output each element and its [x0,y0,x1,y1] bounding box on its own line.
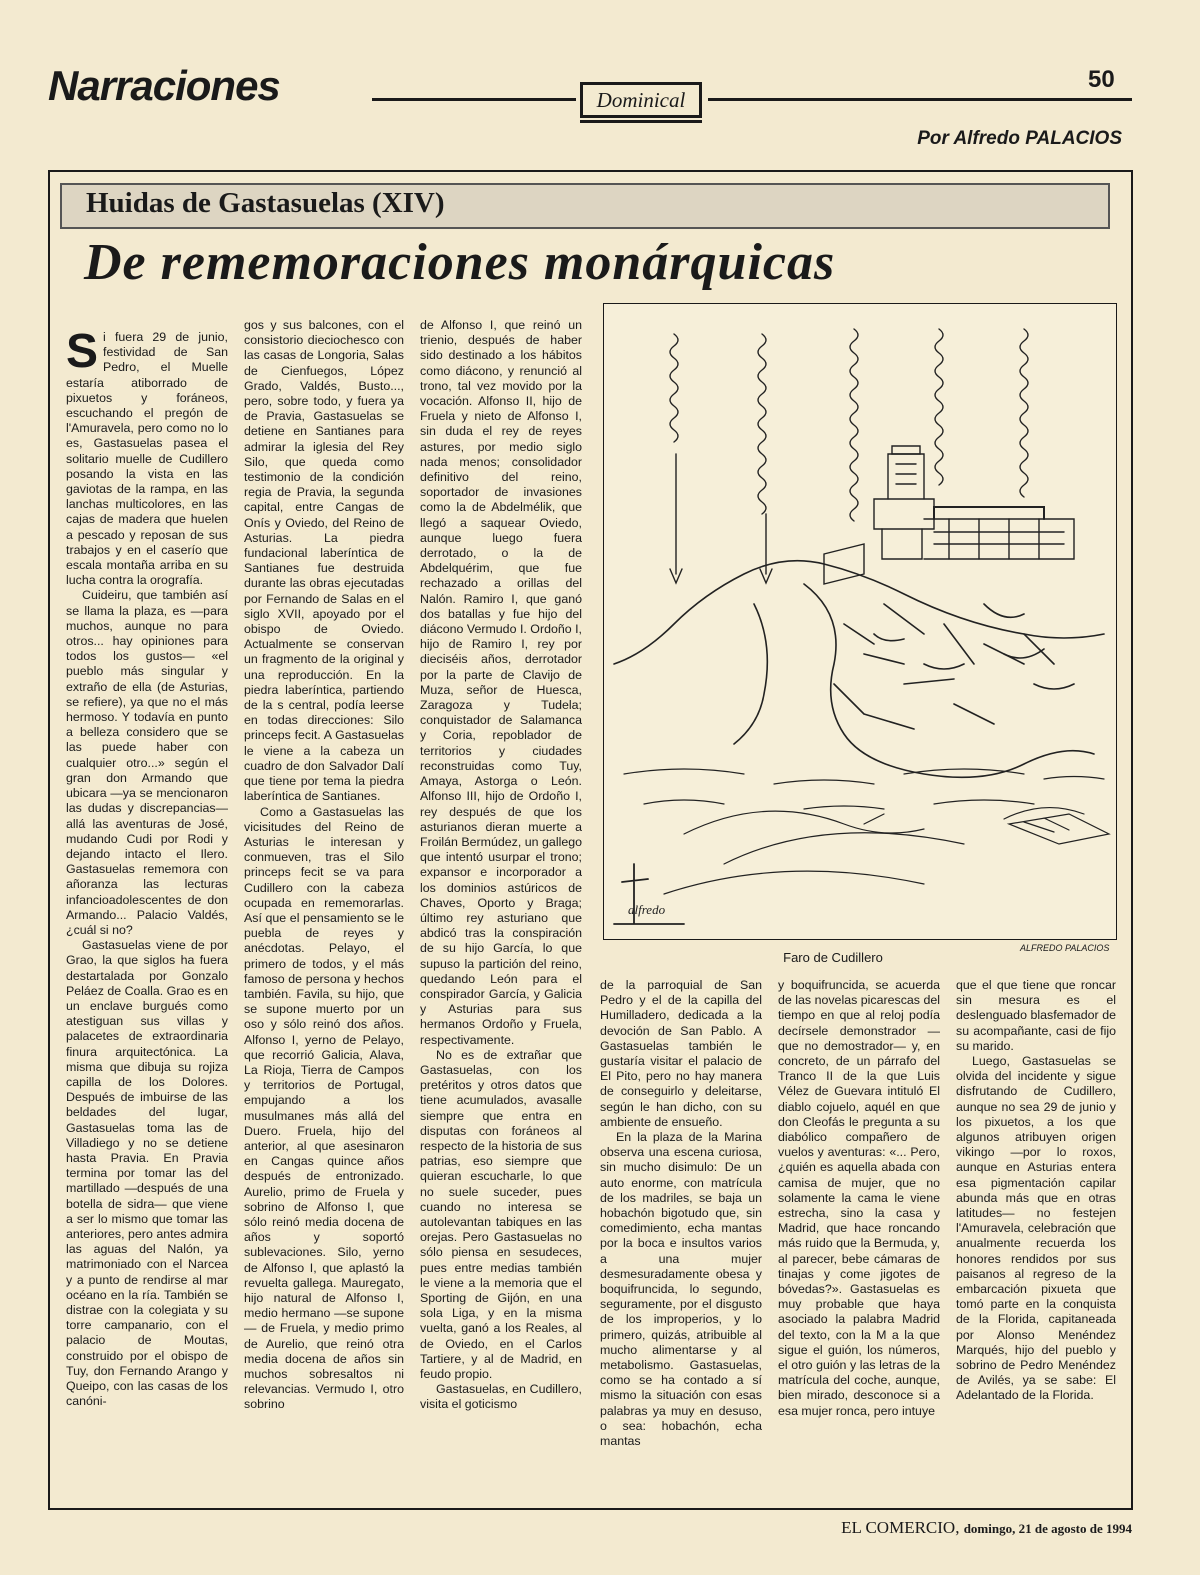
cliff [614,561,1104,778]
paragraph: y boquifruncida, se acuerda de las novelas picarescas del tiempo en que al reloj podía decírsele demonstrador —que no demostrador— y, en concreto, de un párrafo del Tranco II de la que Luis Vélez de Guevara intituló El diablo cojuelo, aquél en que don Cleofás le pregunta a su diabólico compañero de vuelos y aventuras: «... Pero, ¿quién es aquella abada con camisa de mujer, que no solamente la cama le viene estrecha, sino la casa y Madrid, que hace roncando más ruido que la Bermuda, y, al parecer, bebe cámaras de tinajas y come jigotes de bóvedas?». Gastasuelas es muy probable que haya asociado la palabra Madrid del texto, con la M a la que sigue el guión, los números, el otro guión y las letras de la matrícula del coche, aunque, bien mirado, desconoce si a esa mujer ronca, pero intuye [778,978,940,1418]
series-title: Huidas de Gastasuelas (XIV) [86,187,445,219]
dropcap: S [66,330,99,378]
illustration-credit: ALFREDO PALACIOS [1020,943,1110,953]
byline: Por Alfredo PALACIOS [917,128,1122,149]
paragraph: i fuera 29 de junio, festividad de San Pedro, el Muelle estaría atiborrado de pixuetos y foráneos, escuchando el pregón de l'Amuravela, pero como no lo es, Gastasuelas pasea el solitario muelle de Cudillero posando la vista en las gaviotas de la rampa, en las lanchas multicolores, en las cajas de madera que huelen a pescado y reposan de sus trabajos y en el caserío que escala montaña arriba en su lucha contra la orografía. [66,330,228,588]
lighthouse-illustration [603,303,1117,940]
headline: De rememoraciones monárquicas [84,234,836,291]
newspaper-name: EL COMERCIO, [841,1518,960,1537]
paragraph: gos y sus balcones, con el consistorio dieciochesco con las casas de Longoria, Salas de Cienfuegos, López Grado, Valdés, Busto..., pero, sobre todo, y fuera ya de Pravia, Gastasuelas se detiene en Santianes para admirar la iglesia del Rey Silo, que queda como testimonio de la condición regia de Pravia, la segunda capital, entre Cangas de Onís y Oviedo, del Reino de Asturias. La piedra fundacional laberíntica de Santianes fue destruida durante las obras ejecutadas por Fernando de Salas en el siglo XVII, apoyado por el obispo de Oviedo. Actualmente se conservan un fragmento de la original y una reproducción. En la piedra laberíntica, partiendo de la s central, podía leerse en todas direcciones: Silo princeps fecit. A Gastasuelas le viene a la cabeza un cuadro de don Salvador Dalí que tiene por tema la piedra laberíntica de Santianes. [244,318,404,804]
dominical-badge: Dominical [580,82,702,118]
paragraph: Gastasuelas, en Cudillero, visita el goticismo [420,1382,582,1412]
footer [841,1518,1132,1538]
illustration-caption: Faro de Cudillero [783,950,883,965]
paragraph: Cuideiru, que también así se llama la plaza, es —para muchos, aunque no para otros... hay opiniones para todos los gustos— «el pueblo más singular y extraño de ella (de Asturias, se refiere), ya que no el más hermoso. Y todavía en punto a belleza considero que se las puede haber con cualquier otro...» según el gran don Armando que ubicara —ya se mencionaron las dudas y discrepancias— allá las aventuras de José, mudando Cudi por Rodi y dejando intacto el Ilero. Gastasuelas rememora con añoranza las lecturas infancioadolescentes de don Armando... Palacio Valdés, ¿cuál si no? [66,588,228,937]
paragraph: que el que tiene que roncar sin mesura es el deslenguado blasfemador de su acompañante, casi de fijo su marido. [956,978,1116,1053]
lighthouse-sketch [604,304,1116,939]
illustration-signature: alfredo [628,902,666,917]
publication-date: domingo, 21 de agosto de 1994 [963,1521,1132,1536]
paragraph: En la plaza de la Marina observa una escena curiosa, sin mucho disimulo: De un auto enorme, con matrícula de los madriles, se baja un hobachón bigotudo que, sin comedimiento, echa mantas por la boca e insultos varios a una mujer desmesuradamente obesa y boquifruncida, lo segundo, seguramente, por el disgusto de los improperios, y lo primero, quizás, atribuible al mucho alimentarse y al metabolismo. Gastasuelas, como se ha contado a sí mismo la situación con esas palabras ya muy en desuso, o sea: hobachón, echa mantas [600,1130,762,1449]
article-column-6 [956,978,1116,1498]
article-column-5 [778,978,940,1498]
section-title: Narraciones [48,62,280,109]
lighthouse [824,446,1074,584]
paragraph: Como a Gastasuelas las vicisitudes del Reino de Asturias le interesan y conmueven, tras el Silo princeps fecit se va para Cudillero con la cabeza ocupada en rememorarlas. Así que el pensamiento se le puebla de reyes y anécdotas. Pelayo, el primero de todos, y el más famoso de persona y hechos también. Favila, su hijo, que se supone muerto por un oso y sólo reinó dos años. Alfonso I, yerno de Pelayo, que recorrió Galicia, Alava, La Rioja, Tierra de Campos y territorios de Portugal, empujando a los musulmanes más allá del Duero. Fruela, hijo del anterior, al que asesinaron en Cangas quince años después de entronizado. Aurelio, primo de Fruela y sobrino de Alfonso I, que sólo reinó media docena de años y soportó sublevaciones. Silo, yerno de Alfonso I, que aplastó la revuelta gallega. Mauregato, hijo natural de Alfonso I, medio hermano —se supone— de Fruela, y medio primo de Aurelio, que reinó otra media docena de años sin muchos sobresaltos ni relevancias. Vermudo I, otro sobrino [244,804,404,1412]
paragraph: Gastasuelas viene de por Grao, la que siglos ha fuera destartalada por Gonzalo Peláez de Coalla. Grao es en un enclave burgués como atestiguan sus villas y palacetes de extraordinaria finura arquitectónica. La misma que dibuja su rojiza capilla de los Dolores. Después de imbuirse de las beldades del lugar, Gastasuelas toma las de Villadiego y no se detiene hasta Pravia. En Pravia termina por tomar las del martillado —después de una botella de sidra— que viene a ser lo mismo que tomar las anteriores, pero antes admira las aguas del Nalón, ya matrimoniado con el Narcea y a punto de rendirse al mar océano en la ría. También se distrae con la colegiata y su torre campanario, con el palacio de Moutas, construido por el obispo de Tuy, don Fernando Arango y Queipo, con las casas de los canóni- [66,938,228,1409]
gull-trails [670,329,1028,583]
header-rule-left [372,98,576,101]
paragraph: No es de extrañar que Gastasuelas, con los pretéritos y otros datos que tiene acumulados, avasalle siempre que entra en disputas con foráneos al respecto de la historia de sus patrias, eso siempre que quieran escucharle, lo que no suele suceder, pues cuando no interesa se autolevantan tabiques en las orejas. Pero Gastasuelas no sólo piensa en sesudeces, pues entre medias también le viene a la memoria que el Sporting de Gijón, en una sola Liga, y en la misma vuelta, ganó a los Reales, al de Oviedo, en el Carlos Tartiere, y al de Madrid, en feudo propio. [420,1047,582,1382]
paragraph: de Alfonso I, que reinó un trienio, después de haber sido destinado a los hábitos como diácono, y renunció al trono, tal vez movido por la vocación. Alfonso II, hijo de Fruela y nieto de Alfonso I, sin duda el rey de reyes astures, por medio siglo nada menos; consolidador definitivo del reino, soportador de invasiones como la de Abdelmélik, que llegó a saquear Oviedo, aunque luego fuera derrotado, o la de Abdelquérim, que fue rechazado a orillas del Nalón. Ramiro I, que ganó dos batallas y fue hijo del diácono Vermudo I. Ordoño I, hijo de Ramiro I, rey por dieciséis años, derrotador por la parte de Clavijo de Muza, señor de Huesca, Zaragoza y Tudela; conquistador de Salamanca y Coria, repoblador de territorios y ciudades reconstruidas como Tuy, Amaya, Astorga o León. Alfonso III, hijo de Ordoño I, rey después de que los asturianos dieran muerte a Froilán Bermúdez, un gallego que intentó usurpar el trono; expansor e incorporador a los dominios astúricos de Chaves, Oporto y Braga; último rey asturiano que abdicó tras la conspiración de su hijo García, lo que supuso la partición del reino, quedando León para el conspirador García, y Galicia y Asturias para sus hermanos Ordoño y Fruela, respectivamente. [420,318,582,1047]
article-column-3 [420,318,582,1493]
article-column-4 [600,978,762,1498]
article-column-1 [66,330,228,1495]
article-column-2 [244,318,404,1493]
paragraph: de la parroquial de San Pedro y el de la capilla del Humilladero, dedicada a la devoción de San Pablo. A Gastasuelas también le gustaría visitar el palacio de El Pito, pero no hay manera de conseguirlo y deleitarse, según le han dicho, con su ambiente de ensueño. [600,978,762,1129]
page-number: 50 [1088,66,1115,93]
header-rule-right [708,98,1132,101]
sea-waves [624,769,1109,894]
paragraph: Luego, Gastasuelas se olvida del incidente y sigue disfrutando de Cudillero, aunque no sea 29 de junio y los pixuetos, a los que algunos atribuyen origen vikingo —por lo roxos, aunque en Asturias entera esa pigmentación capilar abunda más que en otras latitudes— no festejen l'Amuravela, celebración que anualmente recuerda los honores rendidos por sus paisanos al regreso de la embarcación pixueta que tomó parte en la conquista de la Florida, capitaneada por Alonso Menéndez Marqués, hijo del pueblo y sobrino de Pedro Menéndez de Avilés, ya se sabe: El Adelantado de la Florida. [956,1054,1116,1403]
